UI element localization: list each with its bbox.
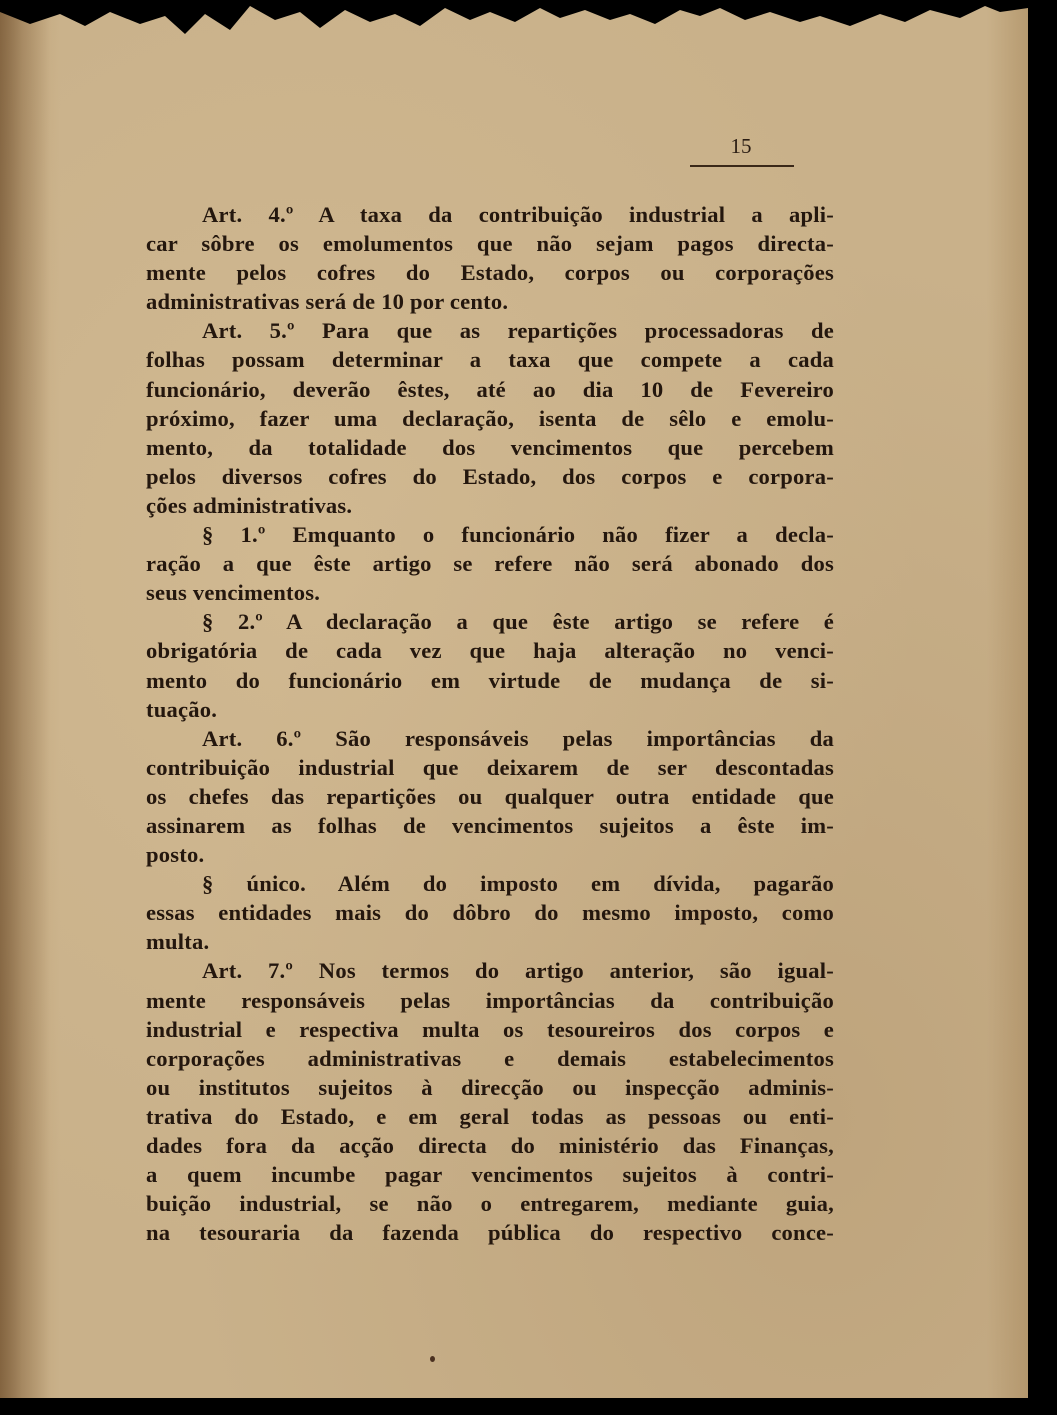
- text-line: trativa do Estado, e em geral todas as pessoas ou enti-: [146, 1103, 834, 1129]
- text-line: pelos diversos cofres do Estado, dos corpos e corpora-: [146, 463, 834, 489]
- text-line: Art. 4.º A taxa da contribuição industrial a apli-: [202, 202, 834, 227]
- torn-top-edge: [0, 0, 1028, 40]
- text-line: mente responsáveis pelas importâncias da contribuição: [146, 987, 834, 1013]
- page-number: 15: [730, 134, 752, 158]
- text-line: buição industrial, se não o entregarem, mediante guia,: [146, 1191, 834, 1217]
- text-line: Art. 7.º Nos termos do artigo anterior, são igual-: [202, 958, 834, 984]
- text-line: os chefes das repartições ou qualquer outra entidade que: [146, 783, 834, 809]
- text-line: dades fora da acção directa do ministério das Finanças,: [146, 1133, 834, 1158]
- text-line: próximo, fazer uma declaração, isenta de sêlo e emolu-: [146, 405, 834, 431]
- text-line: car sôbre os emolumentos que não sejam pagos directa-: [146, 231, 834, 257]
- text-line: § 2.º A declaração a que êste artigo se refere é: [202, 609, 834, 635]
- text-line: contribuição industrial que deixarem de ser descontadas: [146, 754, 834, 780]
- ink-speck: [430, 1356, 435, 1362]
- text-line: ração a que êste artigo se refere não será abonado dos: [146, 551, 834, 577]
- text-line: obrigatória de cada vez que haja alteração no venci-: [146, 638, 834, 664]
- text-line: funcionário, deverão êstes, até ao dia 10 de Fevereiro: [146, 376, 834, 402]
- text-line: a quem incumbe pagar vencimentos sujeitos à contri-: [146, 1162, 834, 1188]
- text-line: na tesouraria da fazenda pública do respectivo conce-: [146, 1220, 834, 1246]
- text-line: corporações administrativas e demais estabelecimentos: [146, 1045, 834, 1071]
- text-line: folhas possam determinar a taxa que compete a cada: [146, 347, 834, 373]
- text-line: mento, da totalidade dos vencimentos que percebem: [146, 434, 834, 460]
- text-line: posto.: [146, 842, 205, 868]
- page-number-rule: [690, 165, 794, 167]
- document-body-text: [146, 200, 834, 1247]
- text-line: mente pelos cofres do Estado, corpos ou corporações: [146, 260, 834, 286]
- text-line: multa.: [146, 929, 210, 955]
- text-line: mento do funcionário em virtude de mudança de si-: [146, 667, 834, 693]
- text-line: Art. 5.º Para que as repartições processadoras de: [202, 318, 834, 344]
- text-line: ções administrativas.: [146, 492, 353, 518]
- text-line: administrativas será de 10 por cento.: [146, 289, 509, 315]
- text-line: essas entidades mais do dôbro do mesmo imposto, como: [146, 900, 834, 926]
- binding-edge-stain: [0, 0, 50, 1398]
- text-line: seus vencimentos.: [146, 580, 321, 606]
- text-line: industrial e respectiva multa os tesoureiros dos corpos e: [146, 1016, 834, 1042]
- text-line: § único. Além do imposto em dívida, pagarão: [202, 871, 834, 897]
- text-line: § 1.º Emquanto o funcionário não fizer a decla-: [202, 522, 834, 548]
- text-line: tuação.: [146, 696, 218, 722]
- text-line: assinarem as folhas de vencimentos sujeitos a êste im-: [146, 812, 834, 838]
- text-line: Art. 6.º São responsáveis pelas importâncias da: [202, 725, 834, 751]
- text-line: ou institutos sujeitos à direcção ou inspecção adminis-: [146, 1074, 834, 1100]
